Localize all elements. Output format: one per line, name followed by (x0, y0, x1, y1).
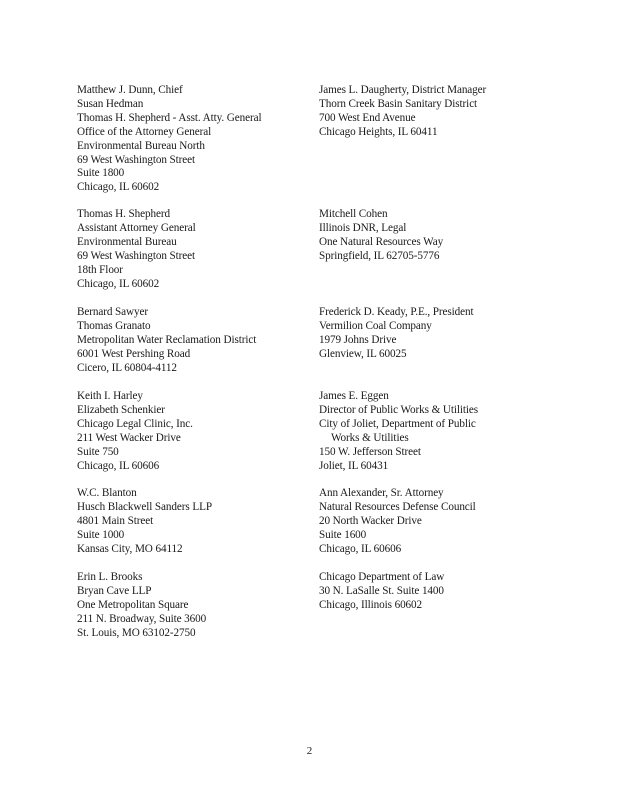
address-line: 18th Floor (77, 263, 123, 276)
address-line: Bryan Cave LLP (77, 584, 152, 597)
address-line: Springfield, IL 62705-5776 (319, 249, 440, 262)
address-line: St. Louis, MO 63102-2750 (77, 626, 196, 639)
address-line: 20 North Wacker Drive (319, 514, 422, 527)
address-line: Glenview, IL 60025 (319, 347, 407, 360)
address-block (319, 306, 474, 362)
address-line: 150 W. Jefferson Street (319, 445, 421, 458)
address-block (77, 208, 196, 291)
address-line: 211 N. Broadway, Suite 3600 (77, 612, 207, 625)
address-line: Thomas Granato (77, 319, 151, 332)
address-line: Chicago Legal Clinic, Inc. (77, 417, 193, 430)
address-line: Chicago Heights, IL 60411 (319, 125, 438, 138)
address-block (319, 84, 486, 140)
address-line: Thomas H. Shepherd - Asst. Atty. General (77, 111, 262, 124)
address-line: Suite 1000 (77, 528, 125, 541)
addressee-name: James E. Eggen (319, 390, 389, 402)
address-line: Chicago, IL 60602 (77, 181, 160, 194)
address-line: Illinois DNR, Legal (319, 221, 407, 234)
address-line: City of Joliet, Department of Public (319, 417, 476, 430)
address-line: 30 N. LaSalle St. Suite 1400 (319, 584, 444, 597)
page-number: 2 (306, 745, 313, 757)
address-line: Thorn Creek Basin Sanitary District (319, 97, 478, 110)
address-line: Chicago, IL 60606 (77, 459, 160, 472)
address-block (77, 487, 212, 557)
address-line: Environmental Bureau (77, 235, 177, 248)
addressee-name: W.C. Blanton (77, 487, 137, 499)
address-line: Environmental Bureau North (77, 139, 205, 152)
address-block (319, 571, 444, 613)
address-line: Husch Blackwell Sanders LLP (77, 500, 212, 513)
address-line: Kansas City, MO 64112 (77, 542, 183, 555)
address-line: Director of Public Works & Utilities (319, 403, 479, 416)
address-line: Joliet, IL 60431 (319, 459, 389, 472)
address-line: Natural Resources Defense Council (319, 500, 476, 513)
address-block (77, 306, 256, 376)
addressee-name: Frederick D. Keady, P.E., President (319, 306, 474, 318)
address-line: Chicago, IL 60606 (319, 542, 402, 555)
address-line: 69 West Washington Street (77, 249, 196, 262)
address-line: One Natural Resources Way (319, 235, 444, 248)
address-line: One Metropolitan Square (77, 598, 189, 611)
addressee-name: Chicago Department of Law (319, 571, 445, 583)
address-line: Vermilion Coal Company (319, 319, 432, 332)
address-line: Suite 1600 (319, 528, 367, 541)
address-line: Suite 1800 (77, 167, 125, 180)
address-block (319, 208, 443, 264)
addressee-name: Matthew J. Dunn, Chief (77, 84, 183, 96)
address-line: Susan Hedman (77, 97, 144, 110)
addressee-name: James L. Daugherty, District Manager (319, 84, 487, 96)
address-line: Cicero, IL 60804-4112 (77, 361, 177, 374)
address-line: Chicago, Illinois 60602 (319, 598, 423, 611)
address-block (77, 571, 206, 641)
address-line: Office of the Attorney General (77, 125, 212, 138)
addressee-name: Thomas H. Shepherd (77, 208, 170, 220)
address-line: Metropolitan Water Reclamation District (77, 333, 257, 346)
address-line: Chicago, IL 60602 (77, 277, 160, 290)
addressee-name: Keith I. Harley (77, 390, 143, 402)
address-line: Works & Utilities (331, 431, 409, 444)
address-line: Assistant Attorney General (77, 221, 196, 234)
address-line: Elizabeth Schenkier (77, 403, 165, 416)
address-line: 211 West Wacker Drive (77, 431, 181, 444)
address-block (77, 84, 262, 195)
address-block (77, 390, 193, 473)
address-line: 1979 Johns Drive (319, 333, 397, 346)
addressee-name: Mitchell Cohen (319, 208, 388, 220)
address-line: 4801 Main Street (77, 514, 154, 527)
address-block (319, 390, 478, 473)
addressee-name: Erin L. Brooks (77, 571, 143, 583)
address-line: Suite 750 (77, 445, 119, 458)
address-line: 6001 West Pershing Road (77, 347, 191, 360)
addressee-name: Ann Alexander, Sr. Attorney (319, 487, 444, 499)
address-line: 69 West Washington Street (77, 153, 196, 166)
addressee-name: Bernard Sawyer (77, 306, 148, 318)
address-block (319, 487, 476, 557)
address-line: 700 West End Avenue (319, 111, 416, 124)
